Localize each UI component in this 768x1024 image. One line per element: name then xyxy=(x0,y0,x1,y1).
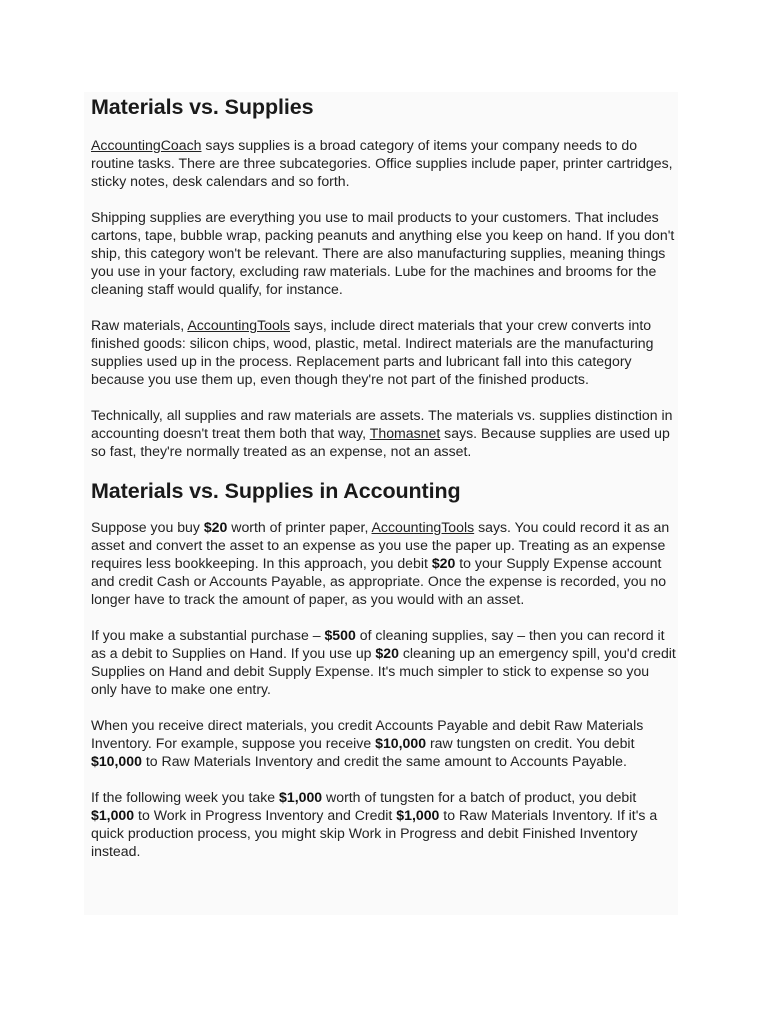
paragraph-text: to Raw Materials Inventory and credit the same amount to Accounts Payable. xyxy=(141,753,627,769)
thomasnet-link[interactable]: Thomasnet xyxy=(369,425,441,441)
paragraph-text: Raw materials, xyxy=(91,317,188,333)
amount: $1,000 xyxy=(396,807,440,823)
paragraph-text: to Raw Materials Inventory. If it's a quick production process, you might skip Work in Progress and debit Finished Inventory instead. xyxy=(91,807,658,859)
paragraph xyxy=(91,626,678,698)
paragraph xyxy=(91,518,678,608)
paragraph-text: says supplies is a broad category of items your company needs to do routine tasks. There are three subcategories. Office supplies include paper, printer cartridges, sticky notes, desk calendars and so forth. xyxy=(91,137,673,189)
amount: $10,000 xyxy=(91,753,142,769)
paragraph-text: worth of tungsten for a batch of product, you debit xyxy=(322,789,637,805)
paragraph-text: to your Supply Expense account and credit Cash or Accounts Payable, as appropriate. Once the expense is recorded, you no longer have to track the amount of paper, as you would with an asset. xyxy=(91,555,667,607)
paragraph-text: Technically, all supplies and raw materials are assets. The materials vs. supplies distinction in accounting doesn't treat them both that way, xyxy=(91,407,673,441)
amount: $20 xyxy=(431,555,456,571)
paragraph-text: raw tungsten on credit. You debit xyxy=(426,735,635,751)
article-body xyxy=(84,92,678,915)
paragraph xyxy=(91,716,678,770)
paragraph-text: worth of printer paper, xyxy=(227,519,372,535)
paragraph-text: says. You could record it as an asset and convert the asset to an expense as you use the paper up. Treating as an expense requires less bookkeeping. In this approach, you debit xyxy=(91,519,670,571)
paragraph xyxy=(91,316,678,388)
paragraph xyxy=(91,406,678,460)
paragraph-text: of cleaning supplies, say – then you can record it as a debit to Supplies on Hand. If you use up xyxy=(91,627,665,661)
amount: $1,000 xyxy=(279,789,323,805)
paragraph xyxy=(91,136,678,190)
amount: $1,000 xyxy=(91,807,135,823)
paragraph-text: Suppose you buy xyxy=(91,519,204,535)
paragraph-text: If you make a substantial purchase – xyxy=(91,627,325,643)
amount: $500 xyxy=(324,627,356,643)
paragraph-text: to Work in Progress Inventory and Credit xyxy=(134,807,397,823)
amount: $10,000 xyxy=(375,735,427,751)
paragraph: Shipping supplies are everything you use to mail products to your customers. That includes cartons, tape, bubble wrap, packing peanuts and anything else you keep on hand. If you don't ship, this category won't be relevant. There are also manufacturing supplies, meaning things you use in your factory, excluding raw materials. Lube for the machines and brooms for the cleaning staff would qualify, for instance. xyxy=(91,209,675,297)
amount: $20 xyxy=(375,645,399,661)
paragraph-text: says, include direct materials that your crew converts into finished goods: silicon chips, wood, plastic, metal. Indirect materials are the manufacturing supplies used up in the process. Replacement parts and lubricant fall into this category because you use them up, even though they're not part of the finished products. xyxy=(91,317,654,387)
paragraph-text: When you receive direct materials, you credit Accounts Payable and debit Raw Materials Inventory. For example, suppose you receive xyxy=(91,717,644,751)
accountingtools-link[interactable]: AccountingTools xyxy=(187,317,290,333)
paragraph-text: cleaning up an emergency spill, you'd credit Supplies on Hand and debit Supply Expense. It's much simpler to stick to expense so you only have to make one entry. xyxy=(91,645,676,697)
paragraph-text: says. Because supplies are used up so fast, they're normally treated as an expense, not an asset. xyxy=(91,425,670,459)
section-heading-materials-vs-supplies-in-accounting: Materials vs. Supplies in Accounting xyxy=(91,479,461,503)
section-heading-materials-vs-supplies: Materials vs. Supplies xyxy=(91,95,314,119)
paragraph-text: If the following week you take xyxy=(91,789,280,805)
paragraph xyxy=(91,788,678,860)
accountingcoach-link[interactable]: AccountingCoach xyxy=(91,137,202,153)
accountingtools-link[interactable]: AccountingTools xyxy=(371,519,475,535)
amount: $20 xyxy=(203,519,228,535)
